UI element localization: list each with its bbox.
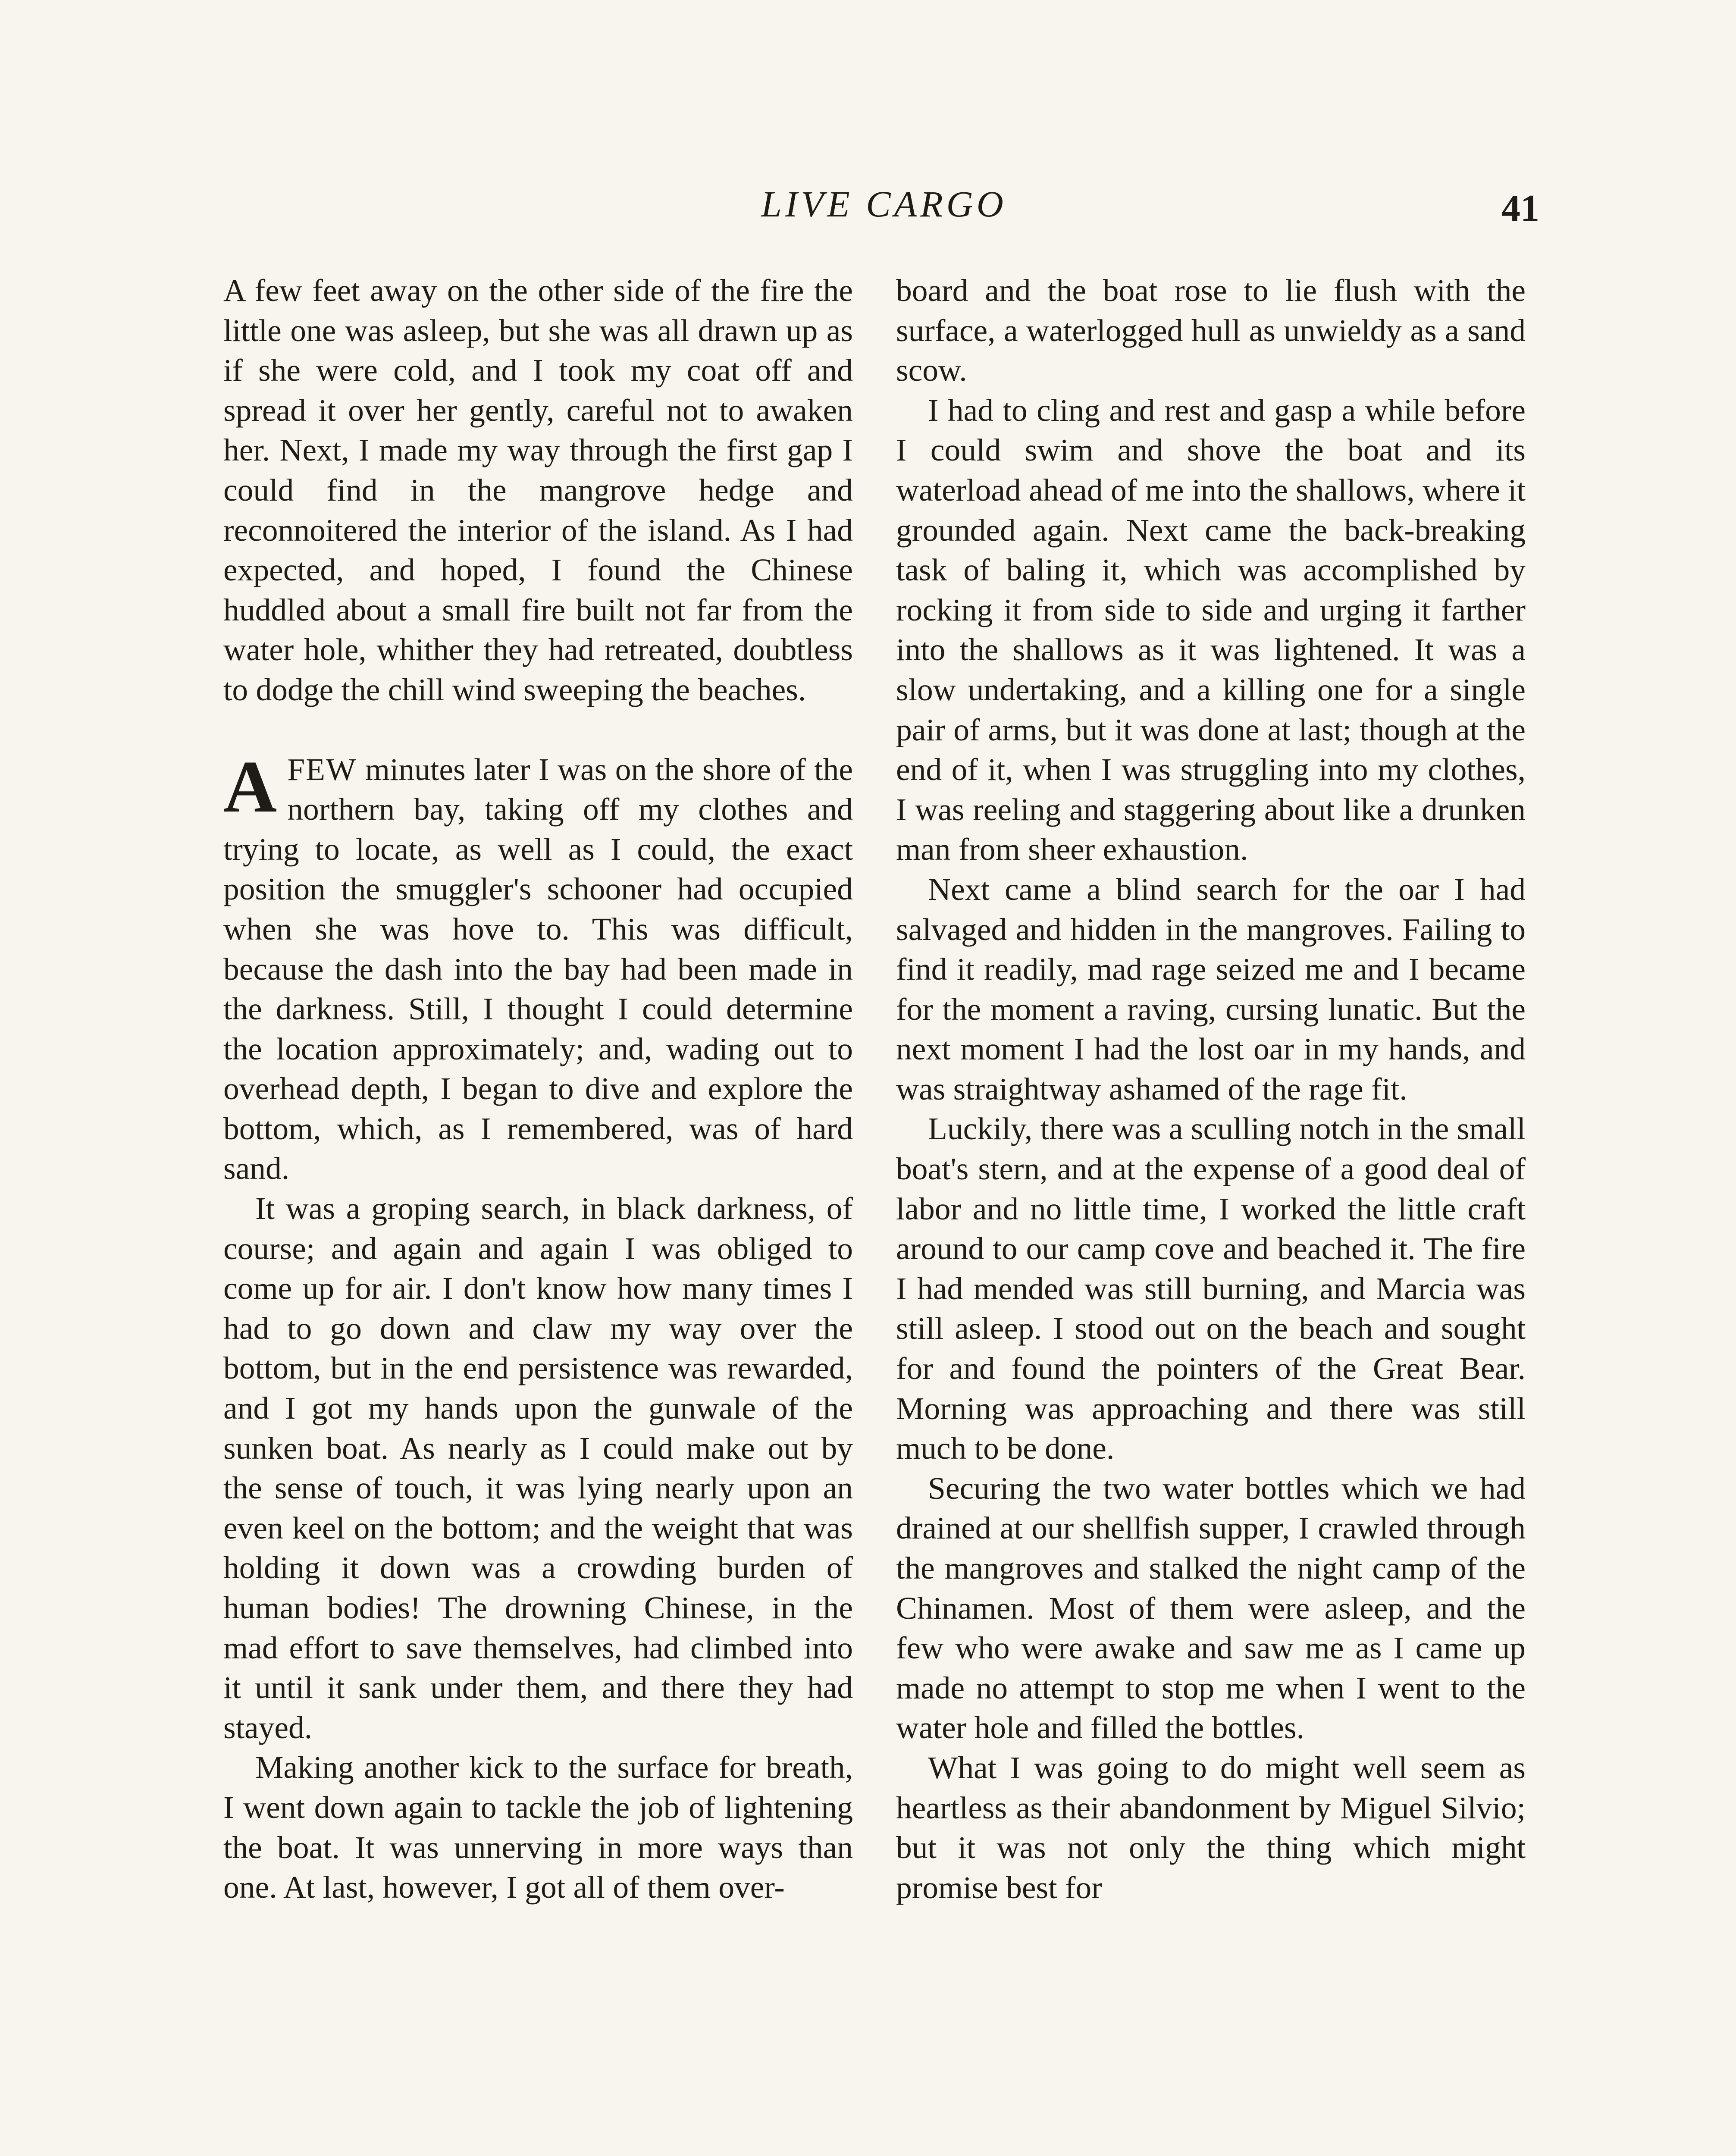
paragraph: Making another kick to the surface for breath, I went down again to tackle the job of lightening the boat. It was unnerving in more ways than one. At last, however, I got all of them over- <box>223 1750 853 1905</box>
right-column <box>896 271 1526 1908</box>
paragraph: Luckily, there was a sculling notch in the small boat's stern, and at the expense of a good deal of labor and no little time, I worked the little craft around to our camp cove and beached it. The fire I had mended was still burning, and Marcia was still asleep. I stood out on the beach and sought for and found the pointers of the Great Bear. Morning was approaching and there was still much to be done. <box>896 1111 1526 1466</box>
page-number: 41 <box>1501 188 1539 229</box>
section-opening-paragraph <box>223 746 853 1189</box>
paragraph: Securing the two water bottles which we had drained at our shellfish supper, I crawled through the mangroves and stalked the night camp of the Chinamen. Most of them were asleep, and the few who were awake and saw me as I came up made no attempt to stop me when I went to the water hole and filled the bottles. <box>896 1470 1526 1745</box>
left-column <box>223 271 853 1908</box>
small-caps-lead: FEW <box>287 752 357 787</box>
paragraph: What I was going to do might well seem as heartless as their abandonment by Miguel Silvio; but it was not only the thing which might promise best for <box>896 1750 1526 1905</box>
paragraph: I had to cling and rest and gasp a while before I could swim and shove the boat and its waterload ahead of me into the shallows, where it grounded again. Next came the back-breaking task of baling it, which was accomplished by rocking it from side to side and urging it farther into the shallows as it was lightened. It was a slow undertaking, and a killing one for a single pair of arms, but it was done at last; though at the end of it, when I was struggling into my clothes, I was reeling and staggering about like a drunken man from sheer exhaustion. <box>896 392 1526 867</box>
paragraph: A few feet away on the other side of the fire the little one was asleep, but she was all drawn up as if she were cold, and I took my coat off and spread it over her gently, careful not to awaken her. Next, I made my way through the first gap I could find in the mangrove hedge and reconnoitered the interior of the island. As I had expected, and hoped, I found the Chinese huddled about a small fire built not far from the water hole, whither they had retreated, doubtless to dodge the chill wind sweeping the beaches. <box>223 273 853 707</box>
paragraph: It was a groping search, in black darkness, of course; and again and again I was obliged to come up for air. I don't know how many times I had to go down and claw my way over the bottom, but in the end persistence was rewarded, and I got my hands upon the gunwale of the sunken boat. As nearly as I could make out by the sense of touch, it was lying nearly upon an even keel on the bottom; and the weight that was holding it down was a crowding burden of human bodies! The drowning Chinese, in the mad effort to save themselves, had climbed into it until it sank under them, and there they had stayed. <box>223 1191 853 1745</box>
drop-cap: A <box>223 746 277 828</box>
running-title: LIVE CARGO <box>761 183 1007 225</box>
paragraph: Next came a blind search for the oar I had salvaged and hidden in the mangroves. Failing to find it readily, mad rage seized me and I became for the moment a raving, cursing lunatic. But the next moment I had the lost oar in my hands, and was straightway ashamed of the rage fit. <box>896 871 1526 1106</box>
paragraph-text: minutes later I was on the shore of the northern bay, taking off my clothes and trying to locate, as well as I could, the exact position the smuggler's schooner had occupied when she was hove to. This was difficult, because the dash into the bay had been made in the darkness. Still, I thought I could determine the location approximately; and, wading out to overhead depth, I began to dive and explore the bottom, which, as I remembered, was of hard sand. <box>223 752 853 1186</box>
paragraph: board and the boat rose to lie flush with the surface, a waterlogged hull as unwieldy as a sand scow. <box>896 273 1526 388</box>
